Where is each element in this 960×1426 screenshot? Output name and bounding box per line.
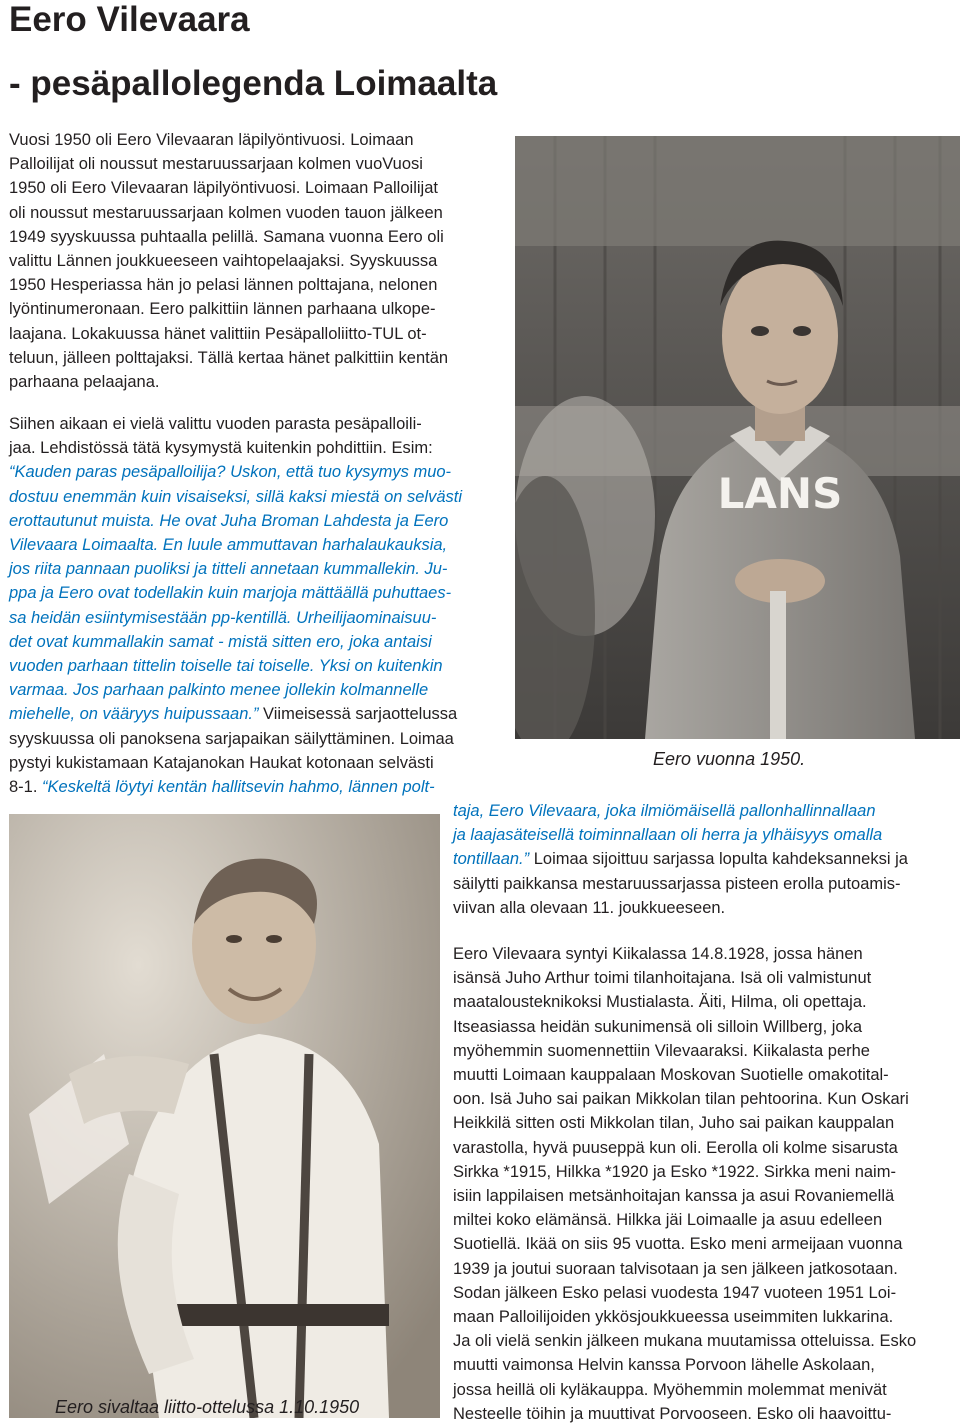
quote-line: “Kauden paras pesäpalloilija? Uskon, että tuo kysymys muo- (9, 463, 452, 482)
text-line: 1950 oli Eero Vilevaaran läpilyöntivuosi. Loimaan Palloilijat (9, 179, 438, 198)
text-fragment: 8-1. (9, 778, 43, 797)
text-line: 1949 syyskuussa puhtaalla pelillä. Samana vuonna Eero oli (9, 227, 444, 246)
batting-photo-graphic (9, 814, 440, 1418)
text-line: maan Palloilijoiden ykkösjoukkueessa useimmiten lukkarina. (453, 1308, 894, 1327)
page-title: Eero Vilevaara (9, 0, 250, 39)
text-fragment: Loimaa sijoittuu sarjassa lopulta kahdeksanneksi ja (529, 850, 908, 869)
text-line: säilytti paikkansa mestaruussarjassa pisteen erolla putoamis- (453, 874, 901, 893)
continued-paragraph (453, 799, 908, 920)
text-line: 1939 ja joutui suoraan talvisotaan ja sen jälkeen jatkosotaan. (453, 1259, 898, 1278)
text-line: parhaana pelaajana. (9, 373, 160, 392)
quote-fragment: “Keskeltä löytyi kentän hallitsevin hahmo, lännen polt- (42, 778, 435, 797)
text-line: maatalousteknikoksi Mustialasta. Äiti, Hilma, oli opettaja. (453, 993, 867, 1012)
text-line: teluun, jälleen polttajaksi. Tällä kertaa hänet palkittiin kentän (9, 348, 449, 367)
text-line: isiin lappilaisen metsänhoitajan kanssa ja asui Rovaniemellä (453, 1187, 895, 1206)
text-line: Ja oli vielä senkin jälkeen mukana muutamissa otteluissa. Esko (453, 1332, 917, 1351)
quote-line: dostuu enemmän kuin visaiseksi, sillä kaksi miestä on selvästi (9, 487, 463, 506)
text-line: Suotiellä. Ikää on siis 95 vuotta. Esko meni armeijaan vuonna (453, 1235, 903, 1254)
text-fragment: Viimeisessä sarjaottelussa (258, 705, 458, 724)
text-line: myöhemmin suomennettiin Vilevaaraksi. Kiikalasta perhe (453, 1041, 870, 1060)
text-line (9, 775, 462, 799)
intro-paragraph (9, 128, 448, 394)
quote-line: ja laajasäteisellä toiminnallaan oli herra ja ylhäisyys omalla (453, 826, 883, 845)
portrait-photo-graphic (515, 136, 960, 739)
batting-photo (9, 814, 440, 1418)
jersey-lettering: LANS (717, 469, 843, 518)
text-line: Sirkka *1915, Hilkka *1920 ja Esko *1922. Sirkka meni naim- (453, 1162, 896, 1181)
text-line: muutti Loimaan kauppalaan Moskovan Suotielle omakotital- (453, 1066, 889, 1085)
quote-line: det ovat kummallakin samat - mistä sitten ero, joka antaisi (9, 632, 432, 651)
text-line: jossa heillä oli kyläkauppa. Myöhemmin molemmat menivät (453, 1380, 887, 1399)
text-line: jaa. Lehdistössä tätä kysymystä kuitenkin pohdittiin. Esim: (9, 439, 433, 458)
text-line: pystyi kukistamaan Katajanokan Haukat kotonaan selvästi (9, 753, 434, 772)
quote-line: taja, Eero Vilevaara, joka ilmiömäisellä pallonhallinnallaan (453, 802, 876, 820)
text-line: Vuosi 1950 oli Eero Vilevaaran läpilyöntivuosi. Loimaan (9, 131, 414, 149)
text-line: 1950 Hesperiassa hän jo pelasi lännen polttajana, nelonen (9, 276, 438, 295)
text-line: viivan alla olevaan 11. joukkueeseen. (453, 898, 726, 917)
text-line: varastolla, hyvä puuseppä kun oli. Eerolla oli kolme sisarusta (453, 1138, 898, 1157)
quote-fragment: tontillaan.” (453, 850, 530, 869)
text-line: oli noussut mestaruussarjaan kolmen vuoden tauon jälkeen (9, 203, 443, 222)
quote-line: vuoden parhaan tittelin toiselle tai toiselle. Yksi on kuitenkin (9, 657, 443, 676)
quote-line: varmaa. Jos parhaan palkinto menee jollekin kolmannelle (9, 681, 429, 700)
text-line: Itseasiassa heidän sukunimensä oli silloin Willberg, joka (453, 1017, 863, 1036)
text-line: Sodan jälkeen Esko pelasi vuodesta 1947 vuoteen 1951 Loi- (453, 1283, 897, 1302)
text-line: muutti vaimonsa Helvin kanssa Porvoon lähelle Askolaan, (453, 1356, 875, 1375)
text-line: syyskuussa oli panoksena sarjapaikan säilyttäminen. Loimaa (9, 729, 454, 748)
page-subtitle: - pesäpallolegenda Loimaalta (9, 64, 498, 103)
quote-line: ppa ja Eero ovat todellakin kuin marjoja mättäällä puhuttaes- (9, 584, 452, 603)
portrait-caption: Eero vuonna 1950. (653, 749, 806, 769)
text-line: Siihen aikaan ei vielä valittu vuoden parasta pesäpalloili- (9, 415, 422, 433)
text-line: Palloilijat oli noussut mestaruussarjaan kolmen vuoVuosi (9, 155, 423, 174)
text-line: miltei koko elämänsä. Hilkka jäi Loimaalle ja asuu edelleen (453, 1211, 883, 1230)
quote-line: sa heidän esiintymisestään pp-kentillä. Urheilijaominaisuu- (9, 608, 437, 627)
text-line (453, 847, 908, 871)
quote-line: Vilevaara Loimaalta. En luule ammuttavan harhalaukauksia, (9, 536, 448, 555)
quote-fragment: miehelle, on vääryys huipussaan.” (9, 705, 259, 724)
text-line: Nesteelle töihin ja muuttivat Porvooseen. Esko oli haavoittu- (453, 1404, 892, 1423)
portrait-photo (515, 136, 960, 739)
bio-paragraph (453, 942, 916, 1426)
batting-caption: Eero sivaltaa liitto-ottelussa 1.10.1950 (55, 1397, 360, 1417)
text-line: laajana. Lokakuussa hänet valittiin Pesäpalloliitto-TUL ot- (9, 324, 427, 343)
text-line: oon. Isä Juho sai paikan Mikkolan tilan pehtoorina. Kun Oskari (453, 1090, 909, 1109)
text-line (9, 702, 462, 726)
text-line: lyöntinumeronaan. Eero palkittiin lännen parhaana ulkope- (9, 300, 436, 319)
quote-paragraph (9, 412, 462, 799)
quote-line: erottautunut muista. He ovat Juha Broman Lahdesta ja Eero (9, 511, 449, 530)
text-line: valittu Lännen joukkueeseen vaihtopelaajaksi. Syyskuussa (9, 252, 438, 271)
text-line: Eero Vilevaara syntyi Kiikalassa 14.8.1928, jossa hänen (453, 945, 863, 963)
text-line: isänsä Juho Arthur toimi tilanhoitajana. Isä oli valmistunut (453, 969, 872, 988)
text-line: Heikkilä sitten osti Mikkolan tilan, Juho sai paikan kauppalan (453, 1114, 895, 1133)
quote-line: jos riita pannaan puoliksi ja titteli annetaan kummallekin. Ju- (9, 560, 448, 579)
